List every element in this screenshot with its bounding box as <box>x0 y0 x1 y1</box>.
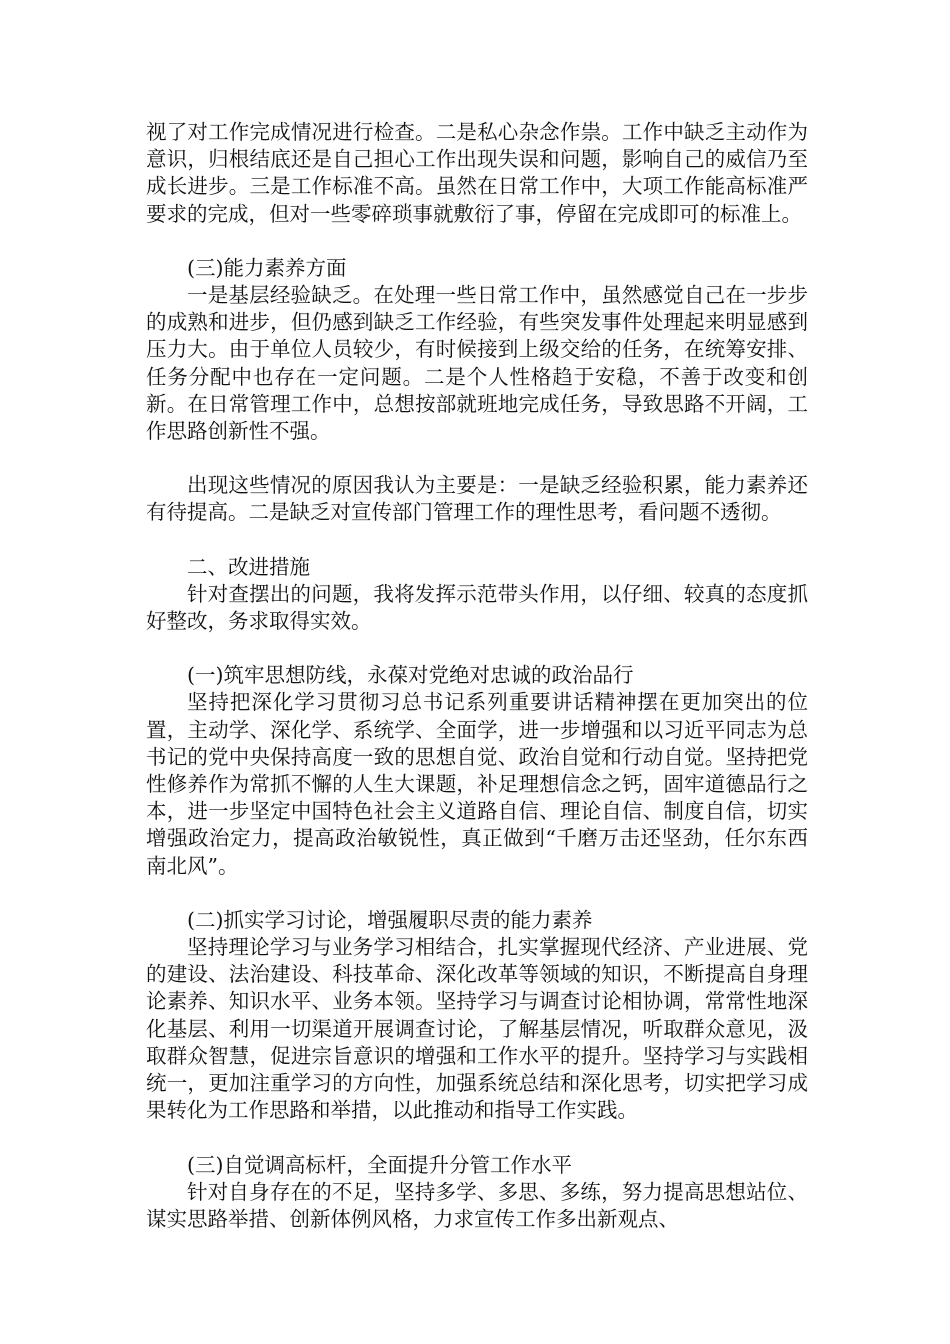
body-paragraph: 视了对工作完成情况进行检查。二是私心杂念作祟。工作中缺乏主动作为意识，归根结底还是自己担心工作出现失误和问题，影响自己的威信乃至成长进步。三是工作标准不高。虽然在日常工作中，大项工作能高标准严要求的完成，但对一些零碎琐事就敷衍了事，停留在完成即可的标准上。 <box>146 120 808 226</box>
section-heading: (二)抓实学习讨论，增强履职尽责的能力素养 <box>187 907 593 932</box>
section-heading: (三)自觉调高标杆，全面提升分管工作水平 <box>187 1152 572 1177</box>
section-heading: (三)能力素养方面 <box>187 255 347 280</box>
paragraph-gap <box>146 1125 808 1152</box>
section-heading: (一)筑牢思想防线，永葆对党绝对忠诚的政治品行 <box>187 663 634 688</box>
body-paragraph: 坚持理论学习与业务学习相结合，扎实掌握现代经济、产业进展、党的建设、法治建设、科技革命、深化改革等领域的知识，不断提高自身理论素养、知识水平、业务本领。坚持学习与调查讨论相协调，常常性地深化基层、利用一切渠道开展调查讨论，了解基层情况，听取群众意见，汲取群众智慧，促进宗旨意识的增强和工作水平的提升。坚持学习与实践相统一，更加注重学习的方向性，加强系统总结和深化思考，切实把学习成果转化为工作思路和举措，以此推动和指导工作实践。 <box>146 935 808 1123</box>
body-paragraph: 一是基层经验缺乏。在处理一些日常工作中，虽然感觉自己在一步步的成熟和进步，但仍感到缺乏工作经验，有些突发事件处理起来明显感到压力大。由于单位人员较少，有时候接到上级交给的任务，在统筹安排、任务分配中也存在一定问题。二是个人性格趋于安稳，不善于改变和创新。在日常管理工作中，总想按部就班地完成任务，导致思路不开阔，工作思路创新性不强。 <box>146 283 808 444</box>
paragraph-gap <box>146 228 808 255</box>
body-paragraph: 坚持把深化学习贯彻习总书记系列重要讲话精神摆在更加突出的位置，主动学、深化学、系统学、全面学，进一步增强和以习近平同志为总书记的党中央保持高度一致的思想自觉、政治自觉和行动自觉。坚持把党性修养作为常抓不懈的人生大课题，补足理想信念之钙，固牢道德品行之本，进一步坚定中国特色社会主义道路自信、理论自信、制度自信，切实增强政治定力，提高政治敏锐性，真正做到“千磨万击还坚劲，任尔东西南北风”。 <box>146 690 808 878</box>
document-body <box>146 119 808 1233</box>
paragraph-gap <box>146 880 808 907</box>
section-heading: 二、改进措施 <box>187 554 310 579</box>
paragraph-gap <box>146 635 808 662</box>
body-paragraph: 针对自身存在的不足，坚持多学、多思、多练，努力提高思想站位、谋实思路举措、创新体例风格，力求宣传工作多出新观点、 <box>146 1179 808 1231</box>
paragraph-gap <box>146 527 808 554</box>
body-paragraph: 出现这些情况的原因我认为主要是：一是缺乏经验积累，能力素养还有待提高。二是缺乏对宣传部门管理工作的理性思考，看问题不透彻。 <box>146 473 808 525</box>
body-paragraph: 针对查摆出的问题，我将发挥示范带头作用，以仔细、较真的态度抓好整改，务求取得实效。 <box>146 581 808 634</box>
paragraph-gap <box>146 445 808 472</box>
